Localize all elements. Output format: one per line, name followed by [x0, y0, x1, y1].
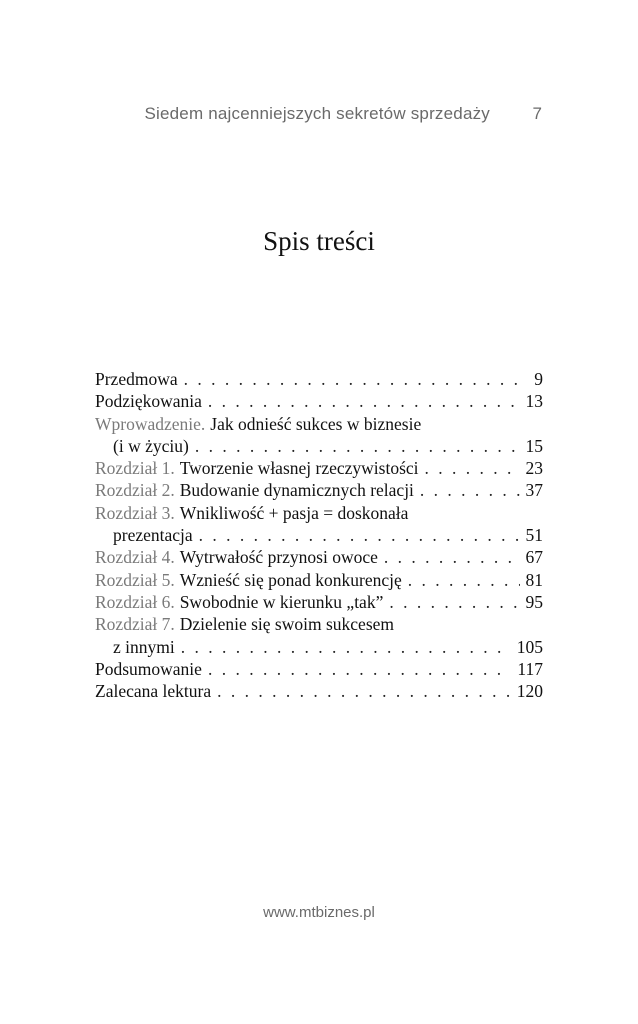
toc-entry-page: 15 [525, 435, 543, 456]
toc-entry-prefix: Wprowadzenie. [95, 413, 206, 434]
toc-entry-prefix: Rozdział 5. [95, 569, 175, 590]
toc-entry-page: 23 [525, 458, 543, 479]
toc-entry-title: Podsumowanie [95, 658, 202, 679]
toc-entry-podziekowania[interactable] [95, 390, 543, 412]
toc-leader-dots [208, 390, 520, 412]
toc-entry-prefix: Rozdział 7. [95, 614, 175, 635]
toc-entry-title: Podziękowania [95, 391, 202, 412]
toc-entry-page: 81 [525, 569, 543, 590]
toc-entry-title: Budowanie dynamicznych relacji [179, 480, 414, 501]
toc-entry-page: 120 [516, 681, 543, 702]
toc-entry-title: Wznieść się ponad konkurencję [179, 569, 402, 590]
toc-entry-prefix: Rozdział 4. [95, 547, 175, 568]
toc-entry-title: Swobodnie w kierunku „tak” [179, 591, 384, 612]
toc-leader-dots [181, 636, 511, 658]
toc-entry-title: Jak odnieść sukces w biznesie [210, 413, 422, 434]
page-title: Spis treści [263, 226, 375, 256]
toc-entry-przedmowa[interactable] [95, 368, 543, 390]
toc-leader-dots [199, 524, 520, 546]
toc-leader-dots [408, 569, 520, 591]
toc-entry-page: 67 [525, 547, 543, 568]
toc-leader-dots [217, 680, 511, 702]
toc-entry-rozdzial-6[interactable] [95, 591, 543, 613]
toc-leader-dots [425, 457, 520, 479]
toc-entry-page: 95 [525, 591, 543, 612]
toc-entry-page: 51 [525, 525, 543, 546]
toc-entry-rozdzial-3[interactable] [95, 502, 543, 547]
toc-entry-page: 105 [516, 636, 543, 657]
toc-entry-title: Wytrwałość przynosi owoce [179, 547, 378, 568]
toc-entry-prefix: Rozdział 6. [95, 591, 175, 612]
toc-entry-title: Przedmowa [95, 369, 178, 389]
toc-entry-page: 37 [525, 480, 543, 501]
toc-entry-page: 13 [525, 391, 543, 412]
toc-leader-dots [184, 368, 529, 390]
table-of-contents [95, 368, 543, 702]
toc-entry-title-continued: (i w życiu) [113, 435, 189, 456]
toc-entry-rozdzial-7[interactable] [95, 613, 543, 658]
toc-leader-dots [420, 479, 520, 501]
toc-entry-title-continued: prezentacja [113, 525, 193, 546]
toc-entry-rozdzial-4[interactable] [95, 546, 543, 568]
running-head-page-number: 7 [532, 104, 542, 123]
toc-entry-prefix: Rozdział 3. [95, 502, 175, 523]
toc-entry-title-continued: z innymi [113, 636, 175, 657]
toc-entry-page: 9 [534, 369, 543, 389]
toc-leader-dots [389, 591, 519, 613]
toc-entry-prefix: Rozdział 2. [95, 480, 175, 501]
toc-leader-dots [208, 658, 511, 680]
toc-entry-podsumowanie[interactable] [95, 658, 543, 680]
toc-entry-title: Tworzenie własnej rzeczywistości [179, 458, 419, 479]
running-head [0, 104, 638, 128]
running-head-title: Siedem najcenniejszych sekretów sprzedaży [144, 104, 490, 123]
toc-entry-title: Dzielenie się swoim sukcesem [179, 614, 395, 635]
toc-entry-rozdzial-1[interactable] [95, 457, 543, 479]
toc-entry-title: Zalecana lektura [95, 681, 212, 702]
toc-entry-zalecana-lektura[interactable] [95, 680, 543, 702]
toc-entry-rozdzial-5[interactable] [95, 569, 543, 591]
toc-entry-wprowadzenie[interactable] [95, 413, 543, 458]
toc-leader-dots [384, 546, 520, 568]
footer-url: www.mtbiznes.pl [263, 904, 375, 921]
toc-leader-dots [195, 435, 520, 457]
toc-entry-prefix: Rozdział 1. [95, 458, 175, 479]
toc-entry-title: Wnikliwość + pasja = doskonała [179, 502, 409, 523]
toc-entry-rozdzial-2[interactable] [95, 479, 543, 501]
toc-entry-page: 117 [517, 658, 543, 679]
